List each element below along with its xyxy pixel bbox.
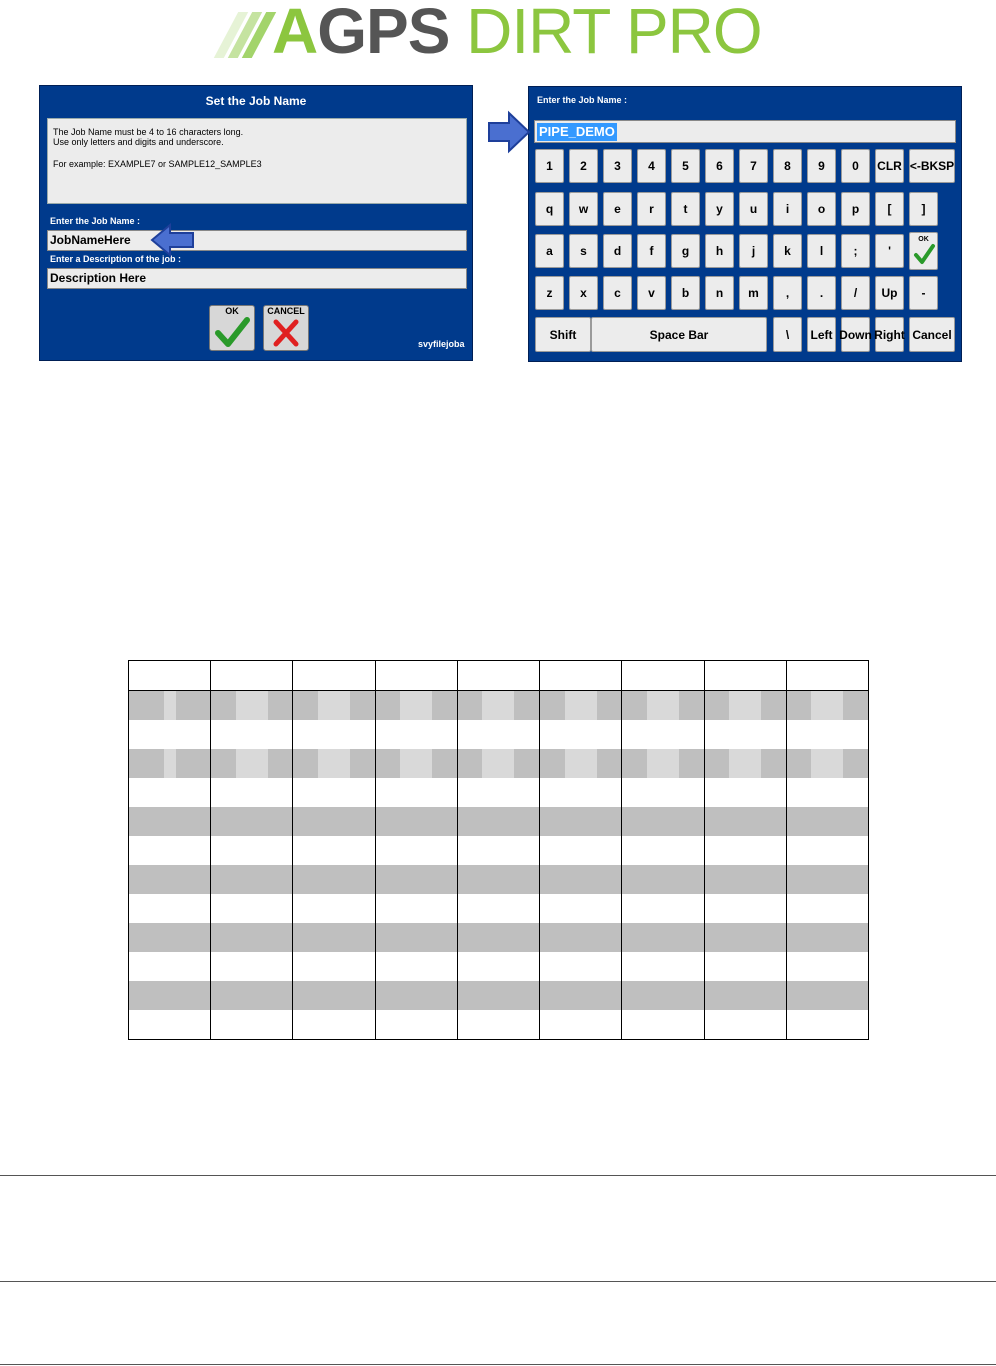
table-cell bbox=[622, 894, 704, 923]
table-cell bbox=[540, 661, 622, 691]
key-0[interactable]: 0 bbox=[841, 149, 870, 183]
key-p[interactable]: p bbox=[841, 192, 870, 226]
table-cell bbox=[704, 661, 786, 691]
key-5[interactable]: 5 bbox=[671, 149, 700, 183]
table-cell bbox=[622, 749, 704, 778]
table-row bbox=[129, 865, 869, 894]
table-cell bbox=[129, 749, 211, 778]
key-f[interactable]: f bbox=[637, 234, 666, 268]
table-cell bbox=[540, 952, 622, 981]
table-cell-highlight bbox=[318, 691, 350, 720]
key-v[interactable]: v bbox=[637, 276, 666, 310]
table-cell-highlight bbox=[164, 749, 176, 778]
table-cell bbox=[786, 836, 868, 865]
table-cell bbox=[540, 1010, 622, 1040]
key-k[interactable]: k bbox=[773, 234, 802, 268]
table-cell bbox=[457, 807, 539, 836]
keyboard-ok-label: OK bbox=[918, 236, 929, 243]
key-2[interactable]: 2 bbox=[569, 149, 598, 183]
table-cell-highlight bbox=[482, 749, 514, 778]
keyboard-dialog bbox=[528, 86, 962, 362]
table-cell bbox=[622, 981, 704, 1010]
key-space-bar[interactable]: Space Bar bbox=[591, 317, 767, 352]
table-cell bbox=[786, 923, 868, 952]
key-9[interactable]: 9 bbox=[807, 149, 836, 183]
table-cell bbox=[375, 981, 457, 1010]
key-z[interactable]: z bbox=[535, 276, 564, 310]
table-cell bbox=[540, 923, 622, 952]
table-cell-highlight bbox=[318, 749, 350, 778]
key-x[interactable]: x bbox=[569, 276, 598, 310]
key-minus[interactable]: - bbox=[909, 276, 938, 310]
table-cell bbox=[129, 865, 211, 894]
table-cell bbox=[211, 661, 293, 691]
table-cell bbox=[622, 865, 704, 894]
key-e[interactable]: e bbox=[603, 192, 632, 226]
table-cell bbox=[540, 720, 622, 749]
key-backspace[interactable]: <-BKSP bbox=[909, 149, 955, 183]
table-cell bbox=[457, 894, 539, 923]
table-cell bbox=[704, 923, 786, 952]
table-cell bbox=[293, 807, 375, 836]
key-cancel[interactable]: Cancel bbox=[909, 317, 955, 352]
table-cell bbox=[786, 691, 868, 721]
key-u[interactable]: u bbox=[739, 192, 768, 226]
table-cell bbox=[375, 836, 457, 865]
table-cell bbox=[622, 661, 704, 691]
table-cell bbox=[129, 661, 211, 691]
checkmark-icon bbox=[214, 317, 250, 349]
table-cell bbox=[211, 836, 293, 865]
table-cell bbox=[457, 749, 539, 778]
table-row bbox=[129, 807, 869, 836]
table-cell bbox=[704, 720, 786, 749]
table-cell bbox=[129, 952, 211, 981]
table-cell-highlight bbox=[729, 749, 761, 778]
table-row bbox=[129, 952, 869, 981]
table-cell bbox=[622, 923, 704, 952]
arrow-left-icon bbox=[150, 222, 196, 258]
table-cell bbox=[375, 778, 457, 807]
table-cell bbox=[457, 661, 539, 691]
logo-text bbox=[272, 0, 762, 67]
key-y[interactable]: y bbox=[705, 192, 734, 226]
table-cell bbox=[622, 1010, 704, 1040]
table-cell bbox=[786, 865, 868, 894]
table-cell bbox=[293, 720, 375, 749]
agps-dirt-pro-logo bbox=[220, 0, 762, 67]
divider-line bbox=[0, 1175, 996, 1176]
table-cell-highlight bbox=[647, 749, 679, 778]
table-cell bbox=[375, 952, 457, 981]
key-3[interactable]: 3 bbox=[603, 149, 632, 183]
table-cell bbox=[457, 923, 539, 952]
table-cell-highlight bbox=[236, 691, 268, 720]
key-up[interactable]: Up bbox=[875, 276, 904, 310]
set-job-name-dialog bbox=[39, 85, 473, 361]
table-cell-highlight bbox=[811, 749, 843, 778]
table-row bbox=[129, 720, 869, 749]
table-cell bbox=[786, 661, 868, 691]
logo-text-a: A bbox=[272, 0, 318, 67]
table-cell bbox=[211, 778, 293, 807]
table-cell bbox=[457, 691, 539, 721]
divider-line bbox=[0, 1281, 996, 1282]
table-cell-highlight bbox=[400, 691, 432, 720]
table-cell-highlight bbox=[400, 749, 432, 778]
key-backslash[interactable]: \ bbox=[773, 317, 802, 352]
table-cell bbox=[293, 778, 375, 807]
table-cell bbox=[704, 1010, 786, 1040]
table-cell bbox=[211, 749, 293, 778]
table-cell bbox=[457, 720, 539, 749]
table-cell bbox=[293, 923, 375, 952]
key-i[interactable]: i bbox=[773, 192, 802, 226]
table-cell bbox=[540, 836, 622, 865]
table-cell bbox=[129, 720, 211, 749]
key-4[interactable]: 4 bbox=[637, 149, 666, 183]
table-cell bbox=[129, 836, 211, 865]
table-cell bbox=[704, 836, 786, 865]
key-c[interactable]: c bbox=[603, 276, 632, 310]
key-m[interactable]: m bbox=[739, 276, 768, 310]
table-cell bbox=[622, 778, 704, 807]
table-cell bbox=[786, 720, 868, 749]
table-cell bbox=[293, 1010, 375, 1040]
key-8[interactable]: 8 bbox=[773, 149, 802, 183]
table-cell bbox=[540, 807, 622, 836]
key-s[interactable]: s bbox=[569, 234, 598, 268]
job-description-input[interactable]: Description Here bbox=[47, 268, 467, 289]
key-g[interactable]: g bbox=[671, 234, 700, 268]
table-cell-highlight bbox=[236, 749, 268, 778]
table-cell-highlight bbox=[647, 691, 679, 720]
table-cell bbox=[786, 952, 868, 981]
table-cell bbox=[540, 894, 622, 923]
table-row bbox=[129, 749, 869, 778]
table-cell bbox=[704, 894, 786, 923]
info-line-3: For example: EXAMPLE7 or SAMPLE12_SAMPLE3 bbox=[53, 159, 262, 169]
key-d[interactable]: d bbox=[603, 234, 632, 268]
table-cell bbox=[704, 807, 786, 836]
table-cell bbox=[375, 1010, 457, 1040]
key-o[interactable]: o bbox=[807, 192, 836, 226]
table-cell bbox=[375, 720, 457, 749]
key-comma[interactable]: , bbox=[773, 276, 802, 310]
table-row bbox=[129, 836, 869, 865]
table-cell bbox=[786, 778, 868, 807]
table-cell bbox=[786, 894, 868, 923]
table-cell bbox=[211, 865, 293, 894]
empty-table bbox=[128, 660, 869, 1040]
table-cell bbox=[375, 865, 457, 894]
key-shift[interactable]: Shift bbox=[535, 317, 591, 352]
logo-text-dirt-pro: DIRT PRO bbox=[449, 0, 762, 67]
info-box bbox=[47, 118, 467, 204]
job-name-input[interactable]: JobNameHere bbox=[47, 230, 467, 251]
table-cell bbox=[129, 1010, 211, 1040]
key-semicolon[interactable]: ; bbox=[841, 234, 870, 268]
logo-slash-mark bbox=[220, 8, 272, 60]
table-cell bbox=[211, 1010, 293, 1040]
table-cell-highlight bbox=[565, 691, 597, 720]
table-cell bbox=[786, 749, 868, 778]
table-cell bbox=[293, 865, 375, 894]
table-cell bbox=[704, 749, 786, 778]
table-cell bbox=[293, 894, 375, 923]
job-name-label: Enter the Job Name : bbox=[50, 216, 141, 226]
table-cell bbox=[293, 836, 375, 865]
keyboard-job-name-label: Enter the Job Name : bbox=[537, 95, 628, 105]
table-cell bbox=[375, 749, 457, 778]
key-left[interactable]: Left bbox=[807, 317, 836, 352]
table-cell bbox=[540, 691, 622, 721]
cancel-button-label: CANCEL bbox=[267, 306, 305, 316]
table-cell bbox=[375, 807, 457, 836]
table-cell bbox=[457, 981, 539, 1010]
table-cell bbox=[293, 749, 375, 778]
info-line-2: Use only letters and digits and underscore. bbox=[53, 137, 224, 147]
key-down[interactable]: Down bbox=[841, 317, 870, 352]
x-close-icon bbox=[269, 317, 303, 349]
key-t[interactable]: t bbox=[671, 192, 700, 226]
table-cell bbox=[211, 981, 293, 1010]
key-right-bracket[interactable]: ] bbox=[909, 192, 938, 226]
table-cell bbox=[375, 661, 457, 691]
table-cell bbox=[540, 749, 622, 778]
keyboard-job-name-input[interactable] bbox=[534, 120, 956, 143]
table-cell bbox=[293, 691, 375, 721]
table-cell bbox=[211, 894, 293, 923]
table-cell bbox=[457, 778, 539, 807]
table-cell bbox=[622, 807, 704, 836]
table-cell bbox=[375, 691, 457, 721]
key-7[interactable]: 7 bbox=[739, 149, 768, 183]
dialog-title: Set the Job Name bbox=[205, 94, 307, 108]
key-q[interactable]: q bbox=[535, 192, 564, 226]
table-row bbox=[129, 691, 869, 721]
table-cell bbox=[704, 981, 786, 1010]
table-cell bbox=[457, 865, 539, 894]
table-row bbox=[129, 894, 869, 923]
key-l[interactable]: l bbox=[807, 234, 836, 268]
info-line-1: The Job Name must be 4 to 16 characters long. bbox=[53, 127, 244, 137]
key-right[interactable]: Right bbox=[875, 317, 904, 352]
table-cell bbox=[704, 952, 786, 981]
key-apostrophe[interactable]: ' bbox=[875, 234, 904, 268]
cancel-button[interactable] bbox=[263, 305, 309, 351]
table-cell bbox=[129, 894, 211, 923]
table-cell bbox=[622, 720, 704, 749]
table-row bbox=[129, 981, 869, 1010]
table-cell bbox=[293, 952, 375, 981]
table-cell bbox=[622, 952, 704, 981]
logo-text-gps: GPS bbox=[317, 0, 450, 67]
table-cell bbox=[457, 952, 539, 981]
key-slash[interactable]: / bbox=[841, 276, 870, 310]
table-cell bbox=[704, 691, 786, 721]
keyboard-ok-button[interactable] bbox=[909, 232, 938, 270]
key-clr[interactable]: CLR bbox=[875, 149, 904, 183]
table-cell bbox=[457, 1010, 539, 1040]
table-cell bbox=[457, 836, 539, 865]
screen-id-label: svyfilejoba bbox=[418, 339, 465, 349]
table-cell bbox=[129, 807, 211, 836]
table-cell-highlight bbox=[482, 691, 514, 720]
table-cell bbox=[540, 778, 622, 807]
table-cell-highlight bbox=[729, 691, 761, 720]
key-w[interactable]: w bbox=[569, 192, 598, 226]
key-1[interactable]: 1 bbox=[535, 149, 564, 183]
table-cell bbox=[622, 836, 704, 865]
table-cell-highlight bbox=[565, 749, 597, 778]
divider-line bbox=[0, 1364, 996, 1365]
table-cell bbox=[211, 923, 293, 952]
table-cell bbox=[704, 865, 786, 894]
table-cell bbox=[129, 981, 211, 1010]
key-r[interactable]: r bbox=[637, 192, 666, 226]
table-cell bbox=[211, 952, 293, 981]
table-cell bbox=[211, 720, 293, 749]
job-description-label: Enter a Description of the job : bbox=[50, 254, 182, 264]
table-cell bbox=[375, 923, 457, 952]
table-cell bbox=[211, 807, 293, 836]
key-period[interactable]: . bbox=[807, 276, 836, 310]
table-cell-highlight bbox=[164, 691, 176, 720]
key-left-bracket[interactable]: [ bbox=[875, 192, 904, 226]
table-cell bbox=[129, 691, 211, 721]
key-b[interactable]: b bbox=[671, 276, 700, 310]
table-cell bbox=[786, 807, 868, 836]
table-cell bbox=[375, 894, 457, 923]
table-row bbox=[129, 923, 869, 952]
table-cell-highlight bbox=[811, 691, 843, 720]
table-cell bbox=[786, 1010, 868, 1040]
table-cell bbox=[129, 778, 211, 807]
table-row bbox=[129, 1010, 869, 1040]
table-cell bbox=[293, 661, 375, 691]
table-cell bbox=[211, 691, 293, 721]
table-row bbox=[129, 778, 869, 807]
table-cell bbox=[540, 865, 622, 894]
arrow-right-icon bbox=[487, 110, 531, 154]
table-cell bbox=[704, 778, 786, 807]
selected-text: PIPE_DEMO bbox=[539, 124, 615, 139]
checkmark-icon bbox=[913, 244, 935, 266]
table-cell bbox=[786, 981, 868, 1010]
key-a[interactable]: a bbox=[535, 234, 564, 268]
ok-button[interactable] bbox=[209, 305, 255, 351]
table-header-row bbox=[129, 661, 869, 691]
table-cell bbox=[622, 691, 704, 721]
table-cell bbox=[293, 981, 375, 1010]
key-h[interactable]: h bbox=[705, 234, 734, 268]
table-cell bbox=[129, 923, 211, 952]
key-n[interactable]: n bbox=[705, 276, 734, 310]
table-cell bbox=[540, 981, 622, 1010]
key-j[interactable]: j bbox=[739, 234, 768, 268]
key-6[interactable]: 6 bbox=[705, 149, 734, 183]
ok-button-label: OK bbox=[225, 306, 239, 316]
